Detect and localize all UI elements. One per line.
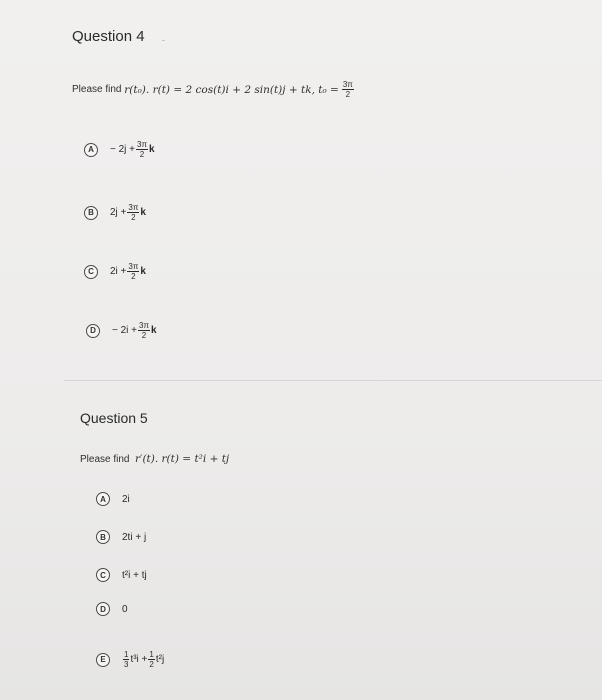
q5-option-d[interactable] bbox=[96, 602, 128, 616]
question-5-prompt bbox=[80, 453, 229, 465]
option-fraction bbox=[127, 262, 139, 281]
option-fraction bbox=[138, 321, 150, 340]
option-fraction-2 bbox=[148, 650, 154, 669]
frac-num: 3π bbox=[128, 203, 139, 212]
q5-option-b-text: 2ti + j bbox=[122, 531, 147, 543]
prompt-math: r(t₀). r(t) = 2 cos(t)i + 2 sin(t)j + tk, t₀ = bbox=[124, 83, 339, 96]
section-divider bbox=[64, 380, 602, 381]
option-tail: k bbox=[149, 144, 155, 155]
frac-den: 3 bbox=[124, 660, 129, 669]
q5-option-a-text: 2i bbox=[122, 493, 130, 505]
radio-c[interactable]: C bbox=[84, 265, 98, 279]
prompt-math: r′(t). r(t) = t²i + tj bbox=[135, 453, 230, 465]
radio-c[interactable]: C bbox=[96, 568, 110, 582]
q5-option-c[interactable] bbox=[96, 568, 147, 582]
option-tail: t²j bbox=[155, 654, 165, 665]
option-fraction bbox=[127, 203, 139, 222]
option-lead: − 2i + bbox=[112, 325, 138, 336]
frac-num: 3π bbox=[137, 140, 147, 149]
radio-a[interactable]: A bbox=[96, 492, 110, 506]
option-fraction bbox=[136, 140, 148, 159]
frac-den: 2 bbox=[149, 660, 154, 669]
radio-b[interactable]: B bbox=[84, 206, 98, 220]
frac-den: 2 bbox=[139, 150, 145, 159]
q4-option-c[interactable] bbox=[84, 262, 146, 281]
prompt-lead: Please find bbox=[80, 454, 130, 465]
question-4-title: Question 4 bbox=[72, 28, 145, 45]
q4-option-b[interactable] bbox=[84, 203, 146, 222]
option-tail: k bbox=[140, 266, 146, 277]
frac-den: 2 bbox=[131, 213, 136, 222]
q4-option-b-text bbox=[110, 203, 146, 222]
q5-option-a[interactable] bbox=[96, 492, 130, 506]
question-4-prompt bbox=[72, 80, 355, 99]
frac-num: 3π bbox=[128, 262, 139, 271]
radio-b[interactable]: B bbox=[96, 530, 110, 544]
decorative-mark bbox=[162, 40, 165, 41]
q4-option-a[interactable] bbox=[84, 140, 155, 159]
frac-num: 1 bbox=[149, 650, 154, 659]
option-tail: k bbox=[151, 325, 157, 336]
radio-d[interactable]: D bbox=[96, 602, 110, 616]
question-5-title: Question 5 bbox=[80, 410, 148, 426]
q4-option-d-text bbox=[112, 321, 157, 340]
prompt-fraction bbox=[342, 80, 354, 99]
frac-num: 1 bbox=[124, 650, 129, 659]
option-fraction-1 bbox=[123, 650, 129, 669]
q5-option-b[interactable] bbox=[96, 530, 146, 544]
prompt-frac-den: 2 bbox=[345, 90, 351, 99]
option-mid: t³i + bbox=[130, 654, 148, 665]
radio-d[interactable]: D bbox=[86, 324, 100, 338]
prompt-lead: Please find bbox=[72, 84, 122, 95]
q5-option-e-text bbox=[122, 650, 164, 669]
radio-e[interactable]: E bbox=[96, 653, 110, 667]
frac-num: 3π bbox=[139, 321, 149, 330]
option-lead: 2i + bbox=[110, 266, 127, 277]
q5-option-e[interactable] bbox=[96, 650, 164, 669]
prompt-frac-num: 3π bbox=[342, 80, 353, 89]
option-tail: k bbox=[140, 207, 146, 218]
q4-option-d[interactable] bbox=[86, 321, 157, 340]
q4-option-a-text bbox=[110, 140, 155, 159]
frac-den: 2 bbox=[131, 272, 136, 281]
frac-den: 2 bbox=[141, 331, 147, 340]
q5-option-d-text: 0 bbox=[122, 603, 128, 615]
option-lead: − 2j + bbox=[110, 144, 136, 155]
q5-option-c-text: t²i + tj bbox=[122, 569, 147, 581]
radio-a[interactable]: A bbox=[84, 143, 98, 157]
q4-option-c-text bbox=[110, 262, 146, 281]
option-lead: 2j + bbox=[110, 207, 127, 218]
